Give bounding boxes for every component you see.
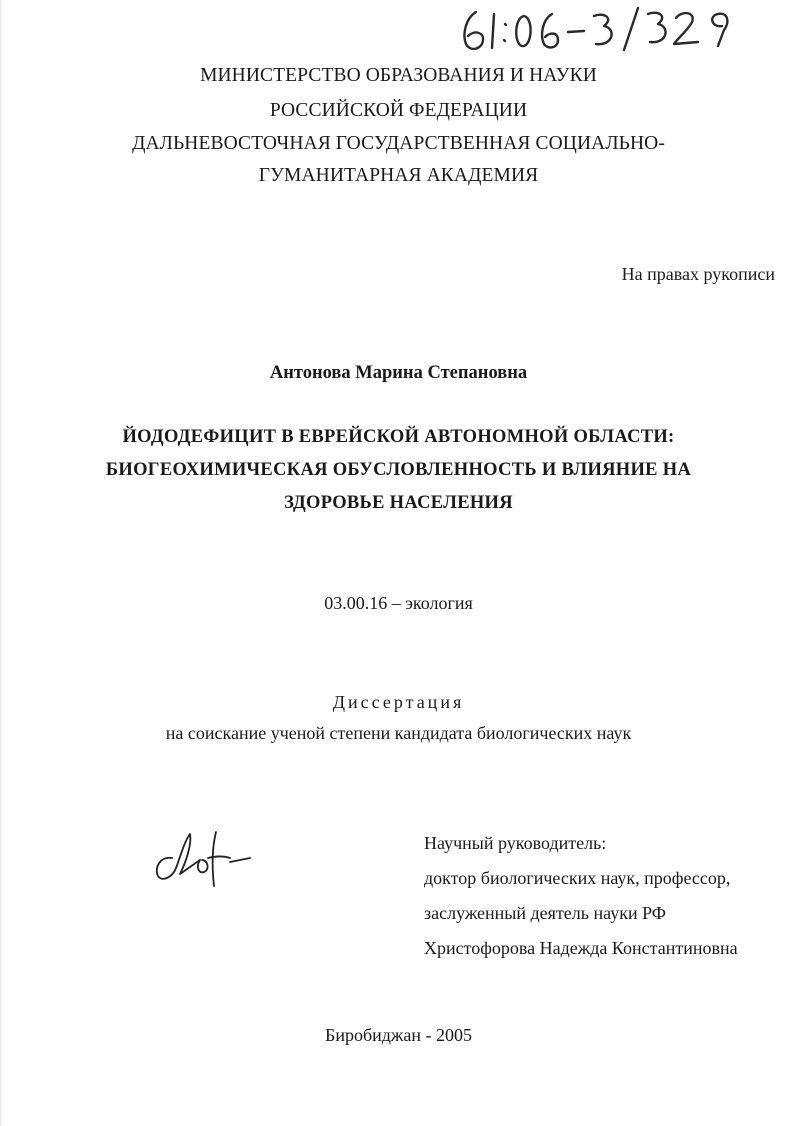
title-line-1: ЙОДОДЕФИЦИТ В ЕВРЕЙСКОЙ АВТОНОМНОЙ ОБЛАСТИ: — [122, 427, 675, 447]
city-year: Биробиджан - 2005 — [325, 1025, 472, 1045]
institution-line-2: РОССИЙСКОЙ ФЕДЕРАЦИИ — [269, 100, 528, 121]
supervisor-block — [424, 826, 738, 966]
specialty: 03.00.16 – экология — [324, 593, 473, 613]
archive-mark-handwritten — [456, 4, 746, 54]
degree-line: на соискание ученой степени кандидата биологических наук — [165, 723, 632, 743]
supervisor-name: Христофорова Надежда Константиновна — [424, 938, 738, 958]
supervisor-honor: заслуженный деятель науки РФ — [424, 903, 666, 923]
signature — [150, 828, 260, 890]
supervisor-degree: доктор биологических наук, профессор, — [424, 868, 731, 888]
institution-line-4: ГУМАНИТАРНАЯ АКАДЕМИЯ — [258, 165, 539, 186]
institution-line-1: МИНИСТЕРСТВО ОБРАЗОВАНИЯ И НАУКИ — [200, 65, 597, 86]
supervisor-heading: Научный руководитель: — [424, 833, 607, 853]
author-name: Антонова Марина Степановна — [269, 363, 528, 383]
work-type: Диссертация — [332, 692, 465, 712]
rights-note: На правах рукописи — [621, 264, 775, 284]
institution-line-3: ДАЛЬНЕВОСТОЧНАЯ ГОСУДАРСТВЕННАЯ СОЦИАЛЬНО- — [132, 133, 665, 154]
title-line-3: ЗДОРОВЬЕ НАСЕЛЕНИЯ — [284, 493, 513, 513]
title-line-2: БИОГЕОХИМИЧЕСКАЯ ОБУСЛОВЛЕННОСТЬ И ВЛИЯНИЕ НА — [105, 460, 692, 480]
